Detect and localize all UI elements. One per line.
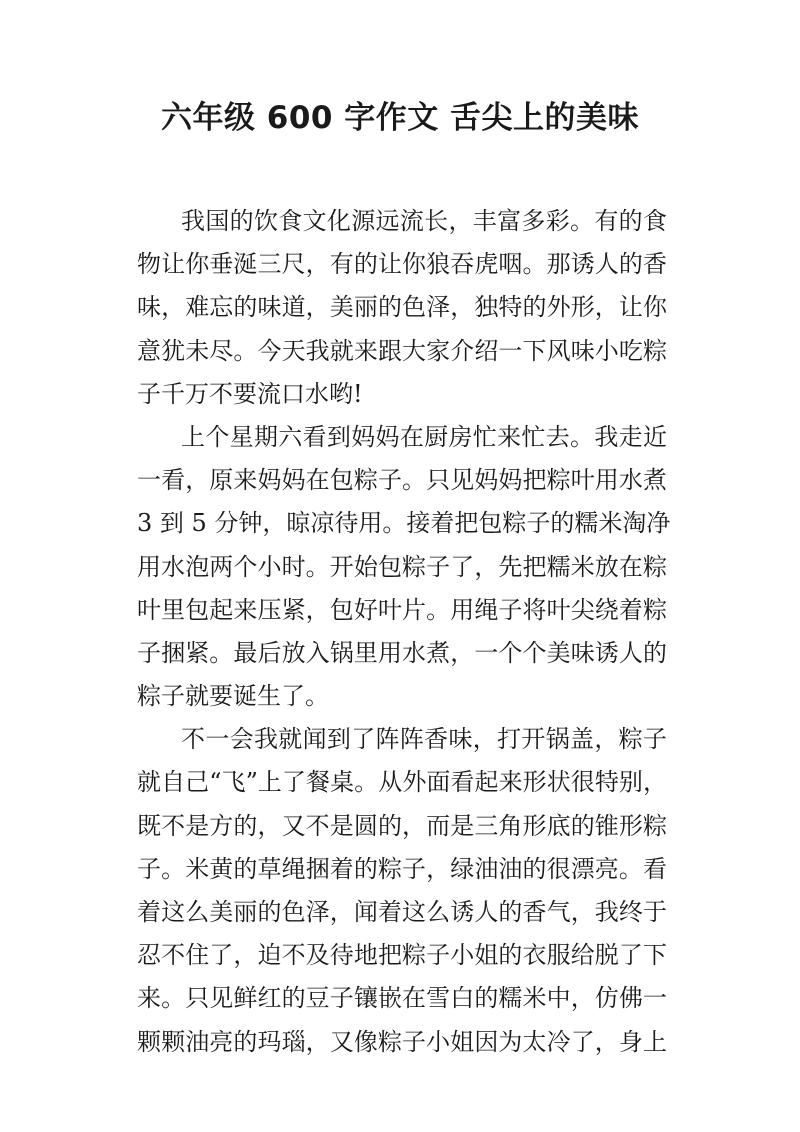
essay-line: 既不是方的，又不是圆的，而是三角形底的锥形粽 xyxy=(137,811,667,840)
essay-line: 物让你垂涎三尺，有的让你狼吞虎咽。那诱人的香 xyxy=(137,250,667,279)
essay-line: 意犹未尽。今天我就来跟大家介绍一下风味小吃粽 xyxy=(137,336,667,365)
essay-line: 粽子就要诞生了。 xyxy=(137,682,329,711)
essay-line: 来。只见鲜红的豆子镶嵌在雪白的糯米中，仿佛一 xyxy=(137,984,667,1013)
essay-line: 我国的饮食文化源远流长，丰富多彩。有的食 xyxy=(181,207,667,235)
essay-line: 用水泡两个小时。开始包粽子了，先把糯米放在粽 xyxy=(137,552,667,581)
essay-line: 不一会我就闻到了阵阵香味，打开锅盖，粽子 xyxy=(181,725,667,754)
essay-line: 叶里包起来压紧，包好叶片。用绳子将叶尖绕着粽 xyxy=(137,595,667,624)
essay-line: 味，难忘的味道，美丽的色泽，独特的外形，让你 xyxy=(137,293,667,322)
document-title: 六年级 600 字作文 舌尖上的美味 xyxy=(160,100,640,136)
essay-line: 着这么美丽的色泽，闻着这么诱人的香气，我终于 xyxy=(137,898,667,926)
essay-line: 颗颗油亮的玛瑙，又像粽子小姐因为太冷了，身上 xyxy=(137,1027,667,1056)
essay-line: 子捆紧。最后放入锅里用水煮，一个个美味诱人的 xyxy=(137,638,667,667)
essay-line: 子千万不要流口水哟! xyxy=(137,379,363,408)
essay-line: 就自己“飞”上了餐桌。从外面看起来形状很特别， xyxy=(137,768,667,797)
essay-body xyxy=(137,200,671,1064)
essay-line: 3 到 5 分钟，晾凉待用。接着把包粽子的糯米淘净 xyxy=(137,509,671,538)
essay-line: 上个星期六看到妈妈在厨房忙来忙去。我走近 xyxy=(181,422,667,451)
essay-line: 子。米黄的草绳捆着的粽子，绿油油的很漂亮。看 xyxy=(137,854,667,883)
essay-line: 忍不住了，迫不及待地把粽子小姐的衣服给脱了下 xyxy=(137,941,667,970)
essay-line: 一看，原来妈妈在包粽子。只见妈妈把粽叶用水煮 xyxy=(137,466,667,495)
